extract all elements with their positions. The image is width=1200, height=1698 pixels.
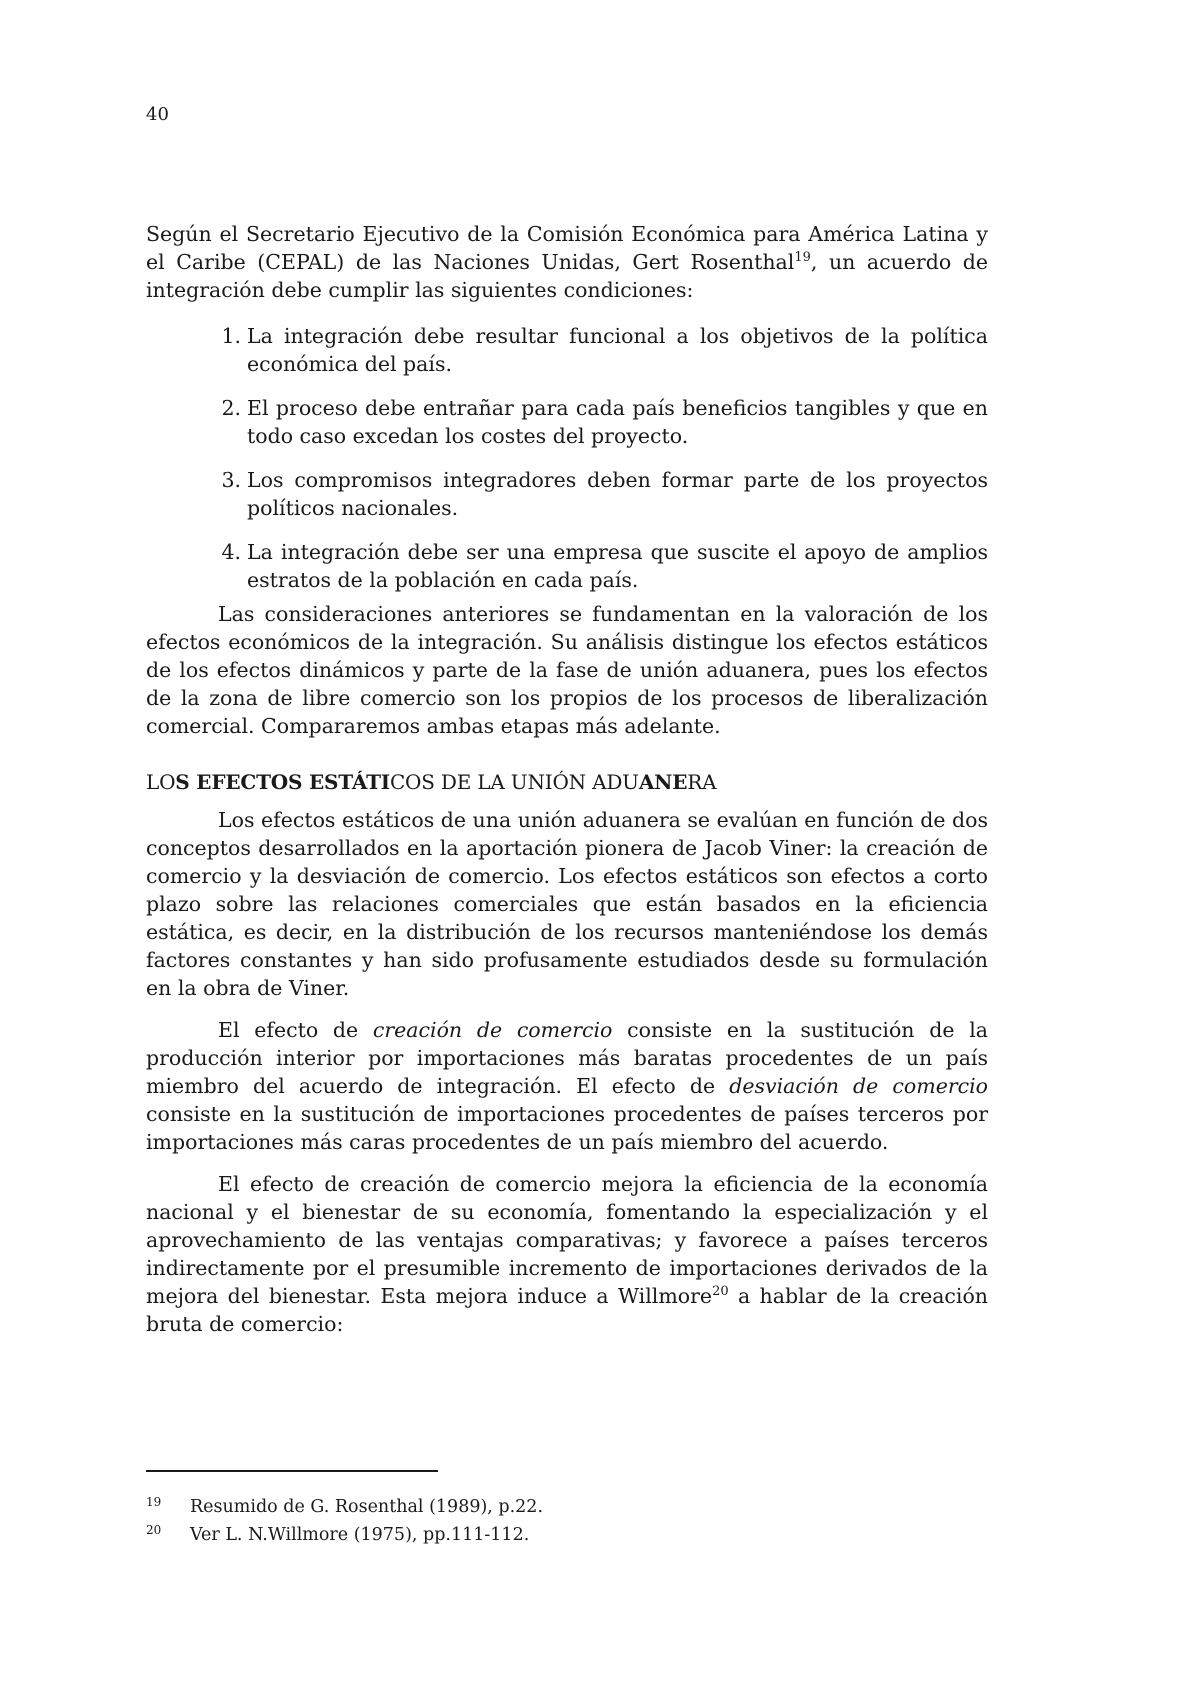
footnote-20	[146, 1521, 988, 1549]
intro-paragraph: Según el Secretario Ejecutivo de la Comisión Económica para América Latina y el Caribe (CEPAL) de las Naciones Unidas, Gert Rosenthal$^{19}$, un acuerdo de integración debe cumplir las siguientes condiciones:	[146, 222, 988, 302]
trade-creation-paragraph: El efecto de creación de comercio consiste en la sustitución de la producción interior por importaciones más baratas procedentes de un país miembro del acuerdo de integración. El efecto de desviación de comercio consiste en la sustitución de importaciones procedentes de países terceros por importaciones más caras procedentes de un país miembro del acuerdo.	[146, 1018, 989, 1154]
efficiency-paragraph: El efecto de creación de comercio mejora la eficiencia de la economía nacional y el bienestar de su economía, fomentando la especialización y el aprovechamiento de las ventajas comparativas; y favorece a países terceros indirectamente por el presumible incremento de importaciones derivados de la mejora del bienestar. Esta mejora induce a Willmore$^{20}$ a hablar de la creación bruta de comercio:	[146, 1172, 989, 1336]
page-number: 40	[146, 104, 169, 125]
conditions-list	[146, 322, 988, 594]
list-item-number: 2.	[221, 396, 241, 420]
footnotes	[146, 1493, 988, 1549]
static-effects-paragraph: Los efectos estáticos de una unión aduanera se evalúan en función de dos conceptos desarrollados en la aportación pionera de Jacob Viner: la creación de comercio y la desviación de comercio. Los efectos estáticos son efectos a corto plazo sobre las relaciones comerciales que están basados en la eficiencia estática, es decir, en la distribución de los recursos manteniéndose los demás factores constantes y han sido profusamente estudiados desde su formulación en la obra de Viner.	[146, 808, 988, 1000]
list-item	[146, 394, 988, 450]
term-desviacion: desviación de comercio	[729, 1074, 989, 1098]
considerations-paragraph: Las consideraciones anteriores se fundamentan en la valoración de los efectos económicos de la integración. Su análisis distingue los efectos estáticos de los efectos dinámicos y parte de la fase de unión aduanera, pues los efectos de la zona de libre comercio son los propios de los procesos de liberalización comercial. Compararemos ambas etapas más adelante.	[146, 602, 988, 738]
footnote-ref-20[interactable]: 20	[712, 1284, 729, 1300]
list-item	[146, 466, 988, 522]
list-item-number: 4.	[221, 540, 241, 564]
list-item	[146, 322, 988, 378]
term-creacion: creación de comercio	[372, 1018, 613, 1042]
footnote-text: Resumido de G. Rosenthal (1989), p.22.	[190, 1497, 544, 1517]
footnote-divider	[146, 1470, 438, 1472]
footnote-number: 20	[146, 1523, 162, 1537]
section-heading: LOS EFECTOS ESTÁTICOS DE LA UNIÓN ADUANERA	[146, 770, 717, 794]
footnote-19	[146, 1493, 988, 1521]
list-item-number: 1.	[221, 324, 241, 348]
footnote-text: Ver L. N.Willmore (1975), pp.111-112.	[190, 1525, 530, 1545]
footnote-number: 19	[146, 1495, 162, 1509]
list-item-text: Los compromisos integradores deben formar parte de los proyectos políticos nacionales.	[247, 468, 988, 520]
list-item-text: El proceso debe entrañar para cada país beneficios tangibles y que en todo caso excedan los costes del proyecto.	[247, 396, 988, 448]
main-text	[146, 220, 988, 1338]
list-item-number: 3.	[221, 468, 241, 492]
list-item-text: La integración debe resultar funcional a los objetivos de la política económica del país.	[247, 324, 988, 376]
list-item-text: La integración debe ser una empresa que suscite el apoyo de amplios estratos de la población en cada país.	[247, 540, 988, 592]
list-item	[146, 538, 988, 594]
footnote-ref-19[interactable]: 19	[794, 250, 811, 266]
